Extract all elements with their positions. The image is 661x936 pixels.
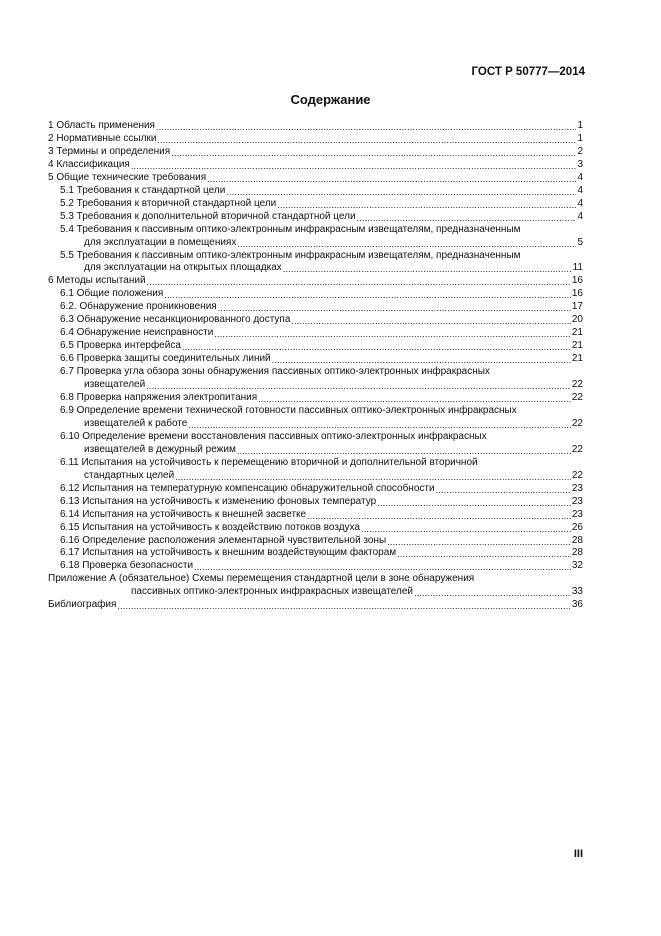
toc-entry-title: стандартных целей — [84, 469, 175, 481]
dot-leader — [207, 173, 576, 185]
toc-entry-title: для эксплуатации в помещениях — [84, 236, 237, 248]
dot-leader — [436, 484, 571, 496]
dot-leader — [307, 510, 571, 522]
toc-entry-title: 6.8 Проверка напряжения электропитания — [60, 392, 258, 404]
toc-entry-title: извещателей в дежурный режим — [84, 443, 236, 455]
toc-entry-title: 5.2 Требования к вторичной стандартной цели — [60, 197, 277, 209]
toc-entry-title: 6.10 Определение времени восстановления пассивных оптико-электронных инфракрасных — [60, 430, 487, 442]
toc-entry-page: 4 — [577, 171, 583, 183]
toc-entry[interactable] — [48, 133, 583, 146]
dot-leader — [397, 548, 571, 560]
toc-entry-page: 4 — [577, 197, 583, 209]
toc-entry[interactable] — [48, 366, 583, 392]
toc-entry-page: 11 — [572, 262, 583, 274]
toc-entry-title: 6.11 Испытания на устойчивость к перемещению вторичной и дополнительной вторичной — [60, 456, 478, 468]
dot-leader — [164, 289, 571, 301]
toc-entry-page: 22 — [571, 417, 583, 429]
toc-entry-page: 23 — [571, 495, 583, 507]
toc-entry[interactable] — [48, 547, 583, 560]
dot-leader — [237, 445, 571, 457]
toc-entry-page: 22 — [571, 392, 583, 404]
dot-leader — [226, 186, 576, 198]
toc-entry[interactable] — [48, 314, 583, 327]
table-of-contents — [48, 120, 583, 612]
dot-leader — [156, 121, 576, 133]
toc-entry-title: 3 Термины и определения — [48, 145, 171, 157]
toc-entry-title: 6.16 Определение расположения элементарной чувствительной зоны — [60, 534, 387, 546]
dot-leader — [237, 238, 576, 250]
toc-entry-title: 5.4 Требования к пассивным оптико-электронным инфракрасным извещателям, предназначенным — [60, 223, 521, 235]
dot-leader — [117, 600, 570, 612]
toc-entry[interactable] — [48, 340, 583, 353]
toc-entry[interactable] — [48, 496, 583, 509]
toc-entry-page: 20 — [571, 314, 583, 326]
toc-entry-title: 6.15 Испытания на устойчивость к воздействию потоков воздуха — [60, 521, 360, 533]
toc-entry-page: 17 — [571, 301, 583, 313]
toc-entry[interactable] — [48, 599, 583, 612]
toc-entry-title: 4 Классификация — [48, 158, 130, 170]
toc-entry[interactable] — [48, 509, 583, 522]
toc-entry-title: извещателей — [84, 379, 146, 391]
toc-entry-page: 28 — [571, 534, 583, 546]
toc-entry-title: 6.14 Испытания на устойчивость к внешней засветке — [60, 508, 307, 520]
dot-leader — [218, 302, 571, 314]
dot-leader — [147, 276, 571, 288]
toc-entry-title: 6.18 Проверка безопасности — [60, 560, 194, 572]
toc-entry-title: 6.17 Испытания на устойчивость к внешним воздействующим факторам — [60, 547, 397, 559]
toc-entry-page: 1 — [577, 132, 583, 144]
toc-entry-page: 22 — [571, 469, 583, 481]
toc-entry-page: 1 — [577, 120, 583, 131]
toc-entry[interactable] — [48, 457, 583, 483]
toc-entry-title: 6 Методы испытаний — [48, 275, 146, 287]
toc-entry-page: 5 — [577, 236, 583, 248]
toc-entry-page: 23 — [571, 508, 583, 520]
toc-entry-title: 6.9 Определение времени технической готовности пассивных оптико-электронных инфракрасных — [60, 404, 517, 416]
toc-entry-page: 2 — [577, 145, 583, 157]
toc-entry-title: 6.1 Общие положения — [60, 288, 164, 300]
toc-entry[interactable] — [48, 120, 583, 133]
dot-leader — [414, 587, 571, 599]
toc-entry[interactable] — [48, 198, 583, 211]
toc-title: Содержание — [290, 92, 371, 107]
toc-entry[interactable] — [48, 483, 583, 496]
dot-leader — [214, 328, 571, 340]
dot-leader — [387, 535, 571, 547]
dot-leader — [283, 263, 572, 275]
dot-leader — [146, 380, 571, 392]
toc-entry[interactable] — [48, 146, 583, 159]
toc-entry-title: для эксплуатации на открытых площадках — [84, 262, 282, 274]
toc-entry[interactable] — [48, 560, 583, 573]
toc-entry[interactable] — [48, 211, 583, 224]
toc-entry-title: 5.5 Требования к пассивным оптико-электронным инфракрасным извещателям, предназначенным — [60, 249, 521, 261]
dot-leader — [188, 419, 571, 431]
toc-entry-page: 21 — [571, 340, 583, 352]
toc-entry-title: 6.12 Испытания на температурную компенсацию обнаружительной способности — [60, 482, 435, 494]
dot-leader — [157, 134, 576, 146]
toc-entry[interactable] — [48, 353, 583, 366]
toc-entry[interactable] — [48, 535, 583, 548]
toc-entry-title: 6.3 Обнаружение несанкционированного доступа — [60, 314, 291, 326]
toc-entry-page: 16 — [571, 275, 583, 287]
toc-entry-page: 28 — [571, 547, 583, 559]
dot-leader — [277, 199, 576, 211]
toc-entry-title: 6.2. Обнаружение проникновения — [60, 301, 217, 313]
toc-entry-page: 4 — [577, 184, 583, 196]
toc-entry-title: 6.13 Испытания на устойчивость к изменению фоновых температур — [60, 495, 377, 507]
toc-entry[interactable] — [48, 327, 583, 340]
dot-leader — [272, 354, 571, 366]
toc-entry-title: 2 Нормативные ссылки — [48, 132, 157, 144]
dot-leader — [377, 497, 571, 509]
toc-entry[interactable] — [48, 250, 583, 276]
dot-leader — [194, 561, 571, 573]
toc-entry-title: 5.1 Требования к стандартной цели — [60, 184, 226, 196]
document-code: ГОСТ Р 50777—2014 — [471, 66, 585, 78]
dot-leader — [175, 471, 571, 483]
toc-entry-title: Библиография — [48, 599, 117, 611]
toc-entry-page: 16 — [571, 288, 583, 300]
dot-leader — [361, 523, 571, 535]
toc-entry-page: 32 — [571, 560, 583, 572]
toc-entry[interactable] — [48, 392, 583, 405]
dot-leader — [291, 315, 570, 327]
toc-entry[interactable] — [48, 431, 583, 457]
dot-leader — [131, 160, 577, 172]
toc-entry-page: 4 — [577, 210, 583, 222]
toc-entry[interactable] — [48, 301, 583, 314]
toc-entry-page: 22 — [571, 443, 583, 455]
toc-entry-page: 21 — [571, 327, 583, 339]
toc-entry-title: пассивных оптико-электронных инфракрасных извещателей — [131, 586, 413, 598]
toc-entry[interactable] — [48, 288, 583, 301]
dot-leader — [258, 393, 571, 405]
dot-leader — [357, 212, 577, 224]
toc-entry-page: 36 — [571, 599, 583, 611]
toc-entry-title: 6.7 Проверка угла обзора зоны обнаружения пассивных оптико-электронных инфракрасных — [60, 366, 490, 378]
toc-entry[interactable] — [48, 185, 583, 198]
toc-entry-title: 1 Область применения — [48, 120, 155, 131]
toc-entry-page: 33 — [571, 586, 583, 598]
toc-entry[interactable] — [48, 172, 583, 185]
toc-entry-page: 21 — [571, 353, 583, 365]
toc-entry[interactable] — [48, 224, 583, 250]
dot-leader — [182, 341, 571, 353]
toc-entry[interactable] — [48, 573, 583, 599]
toc-entry-title: извещателей к работе — [84, 417, 188, 429]
toc-entry[interactable] — [48, 159, 583, 172]
page-number: III — [573, 848, 583, 860]
toc-entry-title: 5.3 Требования к дополнительной вторичной стандартной цели — [60, 210, 356, 222]
toc-entry[interactable] — [48, 405, 583, 431]
toc-entry-title: 6.6 Проверка защиты соединительных линий — [60, 353, 271, 365]
toc-entry-title: 6.5 Проверка интерфейса — [60, 340, 181, 352]
toc-entry[interactable] — [48, 522, 583, 535]
toc-entry[interactable] — [48, 275, 583, 288]
toc-entry-page: 3 — [577, 158, 583, 170]
toc-entry-page: 26 — [571, 521, 583, 533]
toc-entry-title: 5 Общие технические требования — [48, 171, 207, 183]
dot-leader — [171, 147, 576, 159]
toc-entry-title: Приложение А (обязательное) Схемы перемещения стандартной цели в зоне обнаружения — [48, 573, 475, 585]
toc-entry-page: 23 — [571, 482, 583, 494]
toc-entry-title: 6.4 Обнаружение неисправности — [60, 327, 214, 339]
toc-entry-page: 22 — [571, 379, 583, 391]
